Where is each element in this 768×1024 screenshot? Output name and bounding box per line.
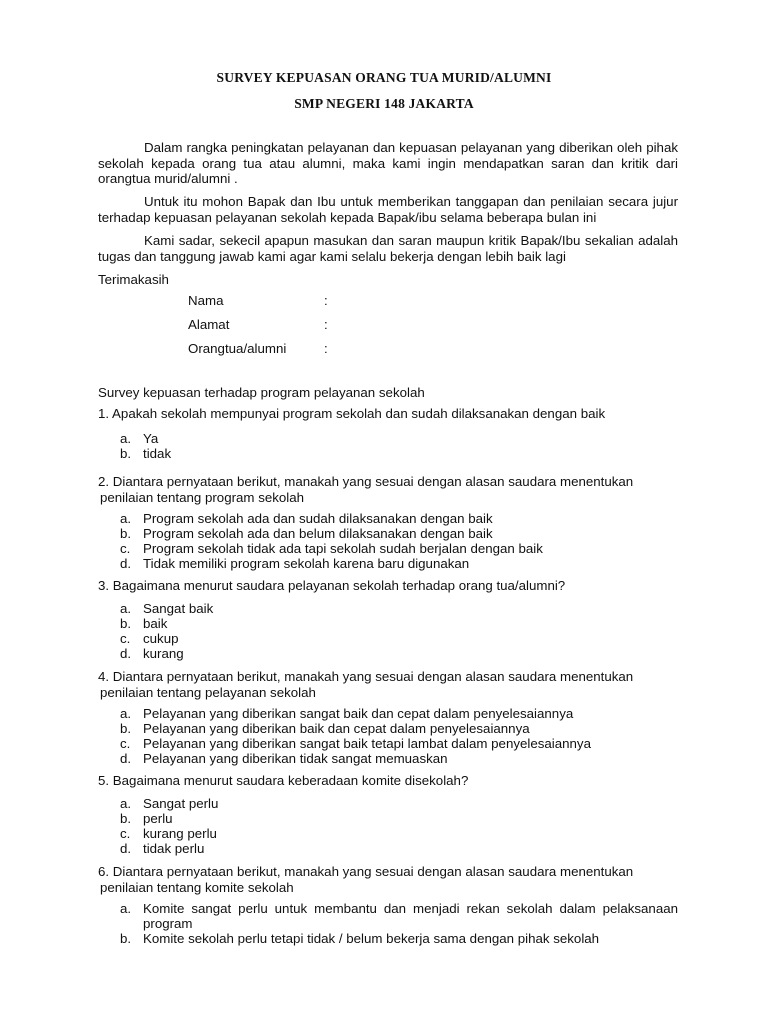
option-letter: b. [120, 721, 132, 736]
field-alamat [188, 317, 328, 332]
option-text: Sangat perlu [143, 796, 219, 811]
option-letter: a. [120, 511, 132, 526]
question-2-options [120, 511, 678, 571]
field-orangtua-alumni [188, 341, 328, 356]
option-letter: c. [120, 826, 131, 841]
option-letter: b. [120, 931, 132, 946]
option-item [120, 601, 678, 616]
option-item [120, 631, 678, 646]
option-item [120, 556, 678, 571]
option-text: Ya [143, 431, 159, 446]
option-letter: c. [120, 736, 131, 751]
option-text: Pelayanan yang diberikan tidak sangat memuaskan [143, 751, 448, 766]
option-letter: c. [120, 631, 131, 646]
option-item [120, 526, 678, 541]
option-item [120, 431, 678, 446]
option-letter: b. [120, 811, 132, 826]
option-text: Pelayanan yang diberikan sangat baik tetapi lambat dalam penyelesaiannya [143, 736, 591, 751]
question-2 [98, 474, 678, 505]
option-text: tidak [143, 446, 172, 461]
option-letter: d. [120, 841, 132, 856]
question-text-continued: penilaian tentang komite sekolah [100, 879, 294, 895]
intro-paragraph-2: Untuk itu mohon Bapak dan Ibu untuk memberikan tanggapan dan penilaian secara jujur terhadap kepuasan pelayanan sekolah kepada Bapak/ibu selama beberapa bulan ini [98, 194, 678, 225]
option-letter: d. [120, 751, 132, 766]
option-text: Program sekolah ada dan belum dilaksanakan dengan baik [143, 526, 493, 541]
option-text: Pelayanan yang diberikan sangat baik dan cepat dalam penyelesaiannya [143, 706, 574, 721]
option-letter: d. [120, 646, 132, 661]
option-letter: a. [120, 706, 132, 721]
option-item [120, 616, 678, 631]
option-item [120, 446, 678, 461]
question-3 [98, 578, 678, 594]
intro-paragraph-1: Dalam rangka peningkatan pelayanan dan kepuasan pelayanan yang diberikan oleh pihak sekolah kepada orang tua atau alumni, maka kami ingin mendapatkan saran dan kritik dari orangtua murid/alumni . [98, 140, 678, 186]
option-text: Pelayanan yang diberikan baik dan cepat dalam penyelesaiannya [143, 721, 530, 736]
question-6 [98, 864, 678, 895]
question-1-options [120, 431, 678, 461]
survey-intro: Survey kepuasan terhadap program pelayanan sekolah [98, 385, 425, 400]
option-letter: a. [120, 431, 132, 446]
question-text: 1. Apakah sekolah mempunyai program sekolah dan sudah dilaksanakan dengan baik [98, 406, 606, 421]
question-text: 2. Diantara pernyataan berikut, manakah yang sesuai dengan alasan saudara menentukan [98, 474, 634, 489]
option-text: cukup [143, 631, 179, 646]
question-text: 6. Diantara pernyataan berikut, manakah yang sesuai dengan alasan saudara menentukan [98, 864, 634, 879]
option-item [120, 841, 678, 856]
option-item [120, 751, 678, 766]
option-letter: a. [120, 601, 132, 616]
option-text: Program sekolah tidak ada tapi sekolah sudah berjalan dengan baik [143, 541, 543, 556]
option-item [120, 931, 678, 946]
option-item [120, 901, 678, 931]
field-colon: : [324, 317, 328, 332]
option-item [120, 511, 678, 526]
question-5-options [120, 796, 678, 856]
option-text: perlu [143, 811, 173, 826]
question-4-options [120, 706, 678, 766]
option-text: tidak perlu [143, 841, 205, 856]
option-letter: a. [120, 901, 132, 916]
option-letter: b. [120, 446, 132, 461]
option-text: Tidak memiliki program sekolah karena baru digunakan [143, 556, 470, 571]
option-text: kurang perlu [143, 826, 217, 841]
option-text: kurang [143, 646, 184, 661]
question-text-continued: penilaian tentang program sekolah [100, 489, 305, 505]
option-item [120, 736, 678, 751]
question-text: 5. Bagaimana menurut saudara keberadaan komite disekolah? [98, 773, 469, 788]
option-item [120, 826, 678, 841]
field-colon: : [324, 341, 328, 356]
option-item [120, 811, 678, 826]
option-text: Program sekolah ada dan sudah dilaksanakan dengan baik [143, 511, 493, 526]
option-letter: b. [120, 526, 132, 541]
option-text: Sangat baik [143, 601, 214, 616]
option-text: Komite sekolah perlu tetapi tidak / belum bekerja sama dengan pihak sekolah [143, 931, 600, 946]
field-colon: : [324, 293, 328, 308]
field-nama [188, 293, 328, 308]
document-title: SURVEY KEPUASAN ORANG TUA MURID/ALUMNI [216, 70, 552, 85]
question-text-continued: penilaian tentang pelayanan sekolah [100, 684, 316, 700]
option-text: baik [143, 616, 168, 631]
question-text: 3. Bagaimana menurut saudara pelayanan sekolah terhadap orang tua/alumni? [98, 578, 566, 593]
option-item [120, 706, 678, 721]
option-item [120, 541, 678, 556]
option-item [120, 721, 678, 736]
option-text: Komite sangat perlu untuk membantu dan menjadi rekan sekolah dalam pelaksanaan program [143, 901, 678, 931]
question-text: 4. Diantara pernyataan berikut, manakah yang sesuai dengan alasan saudara menentukan [98, 669, 634, 684]
question-1 [98, 406, 678, 422]
question-3-options [120, 601, 678, 661]
field-label: Alamat [188, 317, 230, 332]
option-item [120, 796, 678, 811]
question-6-options [120, 901, 678, 946]
school-name: SMP NEGERI 148 JAKARTA [294, 96, 474, 111]
thanks-text: Terimakasih [98, 272, 169, 287]
option-letter: b. [120, 616, 132, 631]
option-letter: c. [120, 541, 131, 556]
field-label: Nama [188, 293, 224, 308]
question-4 [98, 669, 678, 700]
question-5 [98, 773, 678, 789]
option-letter: d. [120, 556, 132, 571]
option-letter: a. [120, 796, 132, 811]
intro-paragraph-3: Kami sadar, sekecil apapun masukan dan saran maupun kritik Bapak/Ibu sekalian adalah tugas dan tanggung jawab kami agar kami selalu bekerja dengan lebih baik lagi [98, 233, 678, 264]
option-item [120, 646, 678, 661]
field-label: Orangtua/alumni [188, 341, 287, 356]
